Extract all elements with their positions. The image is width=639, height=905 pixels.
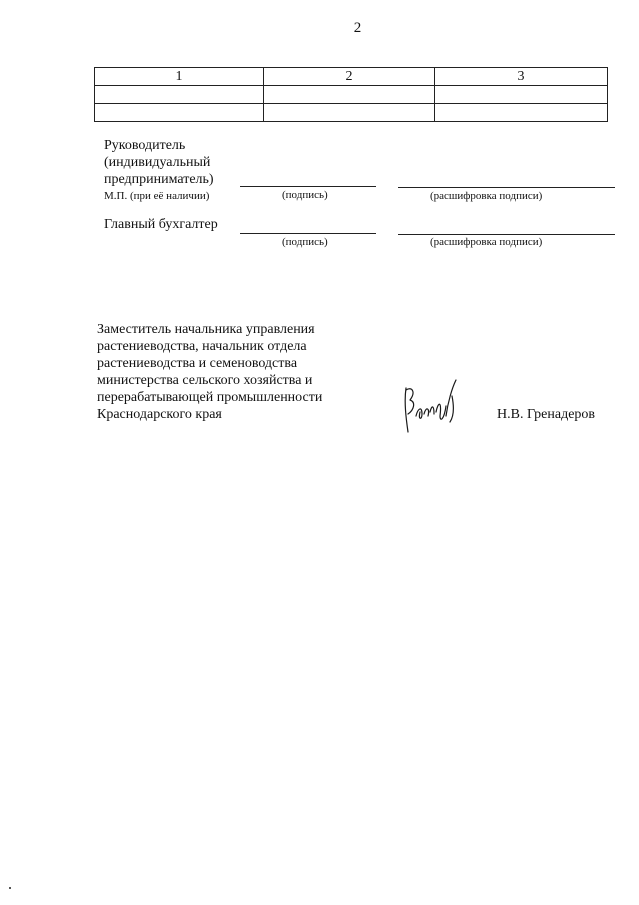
- table-cell: [95, 104, 264, 122]
- table-header-cell: 3: [435, 68, 608, 86]
- chief-accountant-label: Главный бухгалтер: [104, 217, 218, 232]
- position-line: растениеводства и семеноводства: [97, 356, 298, 371]
- table-header-cell: 2: [264, 68, 435, 86]
- accountant-decoding-caption: (расшифровка подписи): [430, 236, 543, 248]
- table-cell: [264, 86, 435, 104]
- seal-note: М.П. (при её наличии): [104, 190, 210, 202]
- accountant-decoding-line: [398, 234, 615, 235]
- table-row: [95, 86, 608, 104]
- page-number: 2: [353, 20, 362, 36]
- table-cell: [435, 104, 608, 122]
- position-line: перерабатывающей промышленности: [97, 390, 323, 405]
- table-cell: [95, 86, 264, 104]
- head-signature-line: [240, 186, 376, 187]
- table-header-row: [95, 68, 608, 86]
- head-decoding-line: [398, 187, 615, 188]
- position-line: Краснодарского края: [97, 407, 222, 422]
- head-subtitle-line1: (индивидуальный: [104, 155, 211, 170]
- position-line: растениеводства, начальник отдела: [97, 339, 307, 354]
- head-title: Руководитель: [104, 138, 186, 153]
- table-cell: [435, 86, 608, 104]
- data-table: [94, 67, 608, 122]
- scan-speck: [9, 887, 11, 889]
- accountant-signature-caption: (подпись): [282, 236, 328, 248]
- accountant-signature-line: [240, 233, 376, 234]
- table-row: [95, 104, 608, 122]
- handwritten-signature: [400, 376, 462, 438]
- position-line: Заместитель начальника управления: [97, 322, 315, 337]
- signatory-name: Н.В. Гренадеров: [497, 407, 596, 422]
- head-decoding-caption: (расшифровка подписи): [430, 190, 543, 202]
- head-signature-caption: (подпись): [282, 189, 328, 201]
- table-cell: [264, 104, 435, 122]
- position-line: министерства сельского хозяйства и: [97, 373, 313, 388]
- head-subtitle-line2: предприниматель): [104, 172, 214, 187]
- signatory-position: [97, 321, 322, 423]
- table-header-cell: 1: [95, 68, 264, 86]
